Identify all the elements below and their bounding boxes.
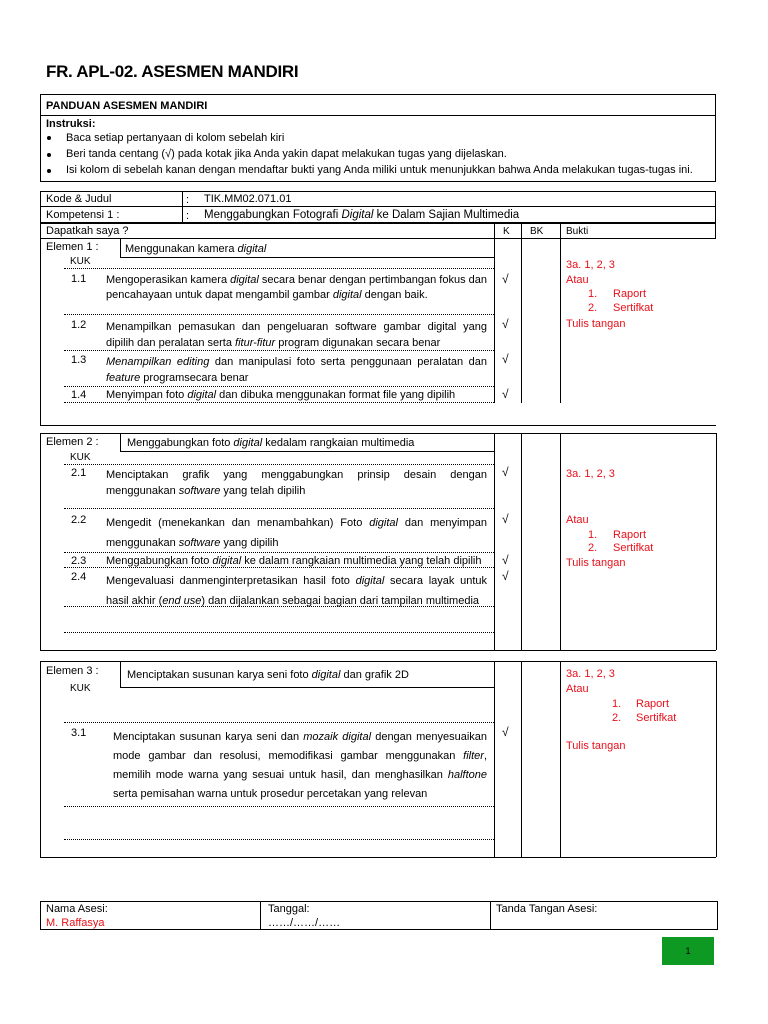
header-bk: BK xyxy=(530,226,544,237)
kuk-number: 1.4 xyxy=(71,389,87,401)
tanggal-value[interactable]: ……/……/…… xyxy=(268,917,341,929)
check-mark[interactable]: √ xyxy=(502,272,509,286)
bukti-atau: Atau xyxy=(566,274,589,286)
panduan-heading: PANDUAN ASESMEN MANDIRI xyxy=(46,100,208,112)
elemen1-label: Elemen 1 : xyxy=(46,241,99,253)
instruksi-item: Beri tanda centang (√) pada kotak jika Anda yakin dapat melakukan tugas yang dijelaskan. xyxy=(66,148,507,160)
bukti-item: Sertifkat xyxy=(636,712,677,724)
bullet-icon xyxy=(47,136,51,140)
kode-value: TIK.MM02.071.01 xyxy=(204,193,292,205)
bukti-item: Raport xyxy=(613,529,647,541)
bukti-number: 2. xyxy=(588,542,598,554)
kuk-text: Mengoperasikan kamera digital secara benar dengan pertimbangan fokus dan pencahayaan untuk dapat mengambil gambar digital dengan baik. xyxy=(106,274,487,301)
check-mark[interactable]: √ xyxy=(502,465,509,479)
kuk-number: 1.3 xyxy=(71,354,87,366)
bukti-item: Sertifkat xyxy=(613,542,654,554)
check-mark[interactable]: √ xyxy=(502,569,509,583)
kuk-text: Mengedit (menekankan dan menambahkan) Foto digital dan menyimpan menggunakan software yang dipilih xyxy=(106,517,487,549)
kuk-label: KUK xyxy=(70,256,91,267)
kuk-text: Menampilkan editing dan manipulasi foto serta penggunaan peralatan dan feature programsecara benar xyxy=(106,356,488,384)
elemen2-title: Menggabungkan foto digital kedalam rangkaian multimedia xyxy=(127,437,415,449)
check-mark[interactable]: √ xyxy=(502,352,509,366)
check-mark[interactable]: √ xyxy=(502,512,509,526)
kuk-number: 2.2 xyxy=(71,514,87,526)
elemen3-label: Elemen 3 : xyxy=(46,665,99,677)
tanda-tangan-label: Tanda Tangan Asesi: xyxy=(496,903,598,915)
kompetensi-colon: : xyxy=(186,210,190,222)
instruksi-item: Baca setiap pertanyaan di kolom sebelah kiri xyxy=(66,132,285,144)
tanggal-label: Tanggal: xyxy=(268,903,310,915)
kuk-text: Menggabungkan foto digital ke dalam rangkaian multimedia yang telah dipilih xyxy=(106,555,482,567)
instruksi-item: Isi kolom di sebelah kanan dengan mendaftar bukti yang Anda miliki untuk menunjukkan bahwa Anda melakukan tugas-tugas ini. xyxy=(66,164,693,176)
check-mark[interactable]: √ xyxy=(502,317,509,331)
nama-asesi-label: Nama Asesi: xyxy=(46,903,108,915)
bukti-atau: Atau xyxy=(566,514,589,526)
bukti-ref: 3a. 1, 2, 3 xyxy=(566,259,615,271)
kode-colon: : xyxy=(186,194,190,206)
instruksi-label: Instruksi: xyxy=(46,118,96,130)
bukti-item: Sertifkat xyxy=(613,302,654,314)
bullet-icon xyxy=(47,153,51,157)
bukti-number: 1. xyxy=(588,529,598,541)
check-mark[interactable]: √ xyxy=(502,725,509,739)
check-mark[interactable]: √ xyxy=(502,387,509,401)
table-header-row xyxy=(40,223,716,239)
elemen2-label: Elemen 2 : xyxy=(46,436,99,448)
header-question: Dapatkah saya ? xyxy=(46,225,129,237)
bukti-ref: 3a. 1, 2, 3 xyxy=(566,668,615,680)
kuk-text: Menyimpan foto digital dan dibuka menggunakan format file yang dipilih xyxy=(106,389,456,401)
kuk-text: Menciptakan grafik yang menggabungkan prinsip desain dengan menggunakan software yang telah dipilih xyxy=(106,469,487,497)
elemen3-title: Menciptakan susunan karya seni foto digital dan grafik 2D xyxy=(127,669,409,681)
nama-asesi-value[interactable]: M. Raffasya xyxy=(46,917,105,929)
bukti-tulis: Tulis tangan xyxy=(566,318,626,330)
kompetensi-label: Kompetensi 1 : xyxy=(46,209,120,221)
bukti-number: 1. xyxy=(612,698,622,710)
kuk-number: 1.2 xyxy=(71,319,87,331)
kuk-number: 2.4 xyxy=(71,571,87,583)
kuk-number: 3.1 xyxy=(71,727,87,739)
kuk-text: Menciptakan susunan karya seni dan mozaik digital dengan menyesuaikan mode gambar dan resolusi, memodifikasi gambar menggunakan filter, memilih mode warna yang sesuai untuk hasil, dan menghasilkan halftone serta pemisahan warna untuk prosedur percetakan yang relevan xyxy=(113,731,488,800)
bukti-item: Raport xyxy=(613,288,647,300)
bukti-tulis: Tulis tangan xyxy=(566,557,626,569)
bukti-ref: 3a. 1, 2, 3 xyxy=(566,468,615,480)
bukti-item: Raport xyxy=(636,698,670,710)
kuk-label: KUK xyxy=(70,683,91,694)
header-bukti: Bukti xyxy=(566,226,589,237)
bukti-atau: Atau xyxy=(566,683,589,695)
kuk-number: 1.1 xyxy=(71,273,87,285)
bukti-tulis: Tulis tangan xyxy=(566,740,626,752)
document-title: FR. APL-02. ASESMEN MANDIRI xyxy=(46,62,299,81)
bullet-icon xyxy=(47,169,51,173)
elemen1-title: Menggunakan kamera digital xyxy=(125,243,267,255)
bukti-number: 2. xyxy=(612,712,622,724)
kuk-number: 2.1 xyxy=(71,467,87,479)
page-number: 1 xyxy=(662,937,714,965)
bukti-number: 2. xyxy=(588,302,598,314)
bukti-number: 1. xyxy=(588,288,598,300)
header-k: K xyxy=(503,226,510,237)
signature-box xyxy=(40,901,718,930)
kode-label: Kode & Judul xyxy=(46,193,112,205)
kuk-label: KUK xyxy=(70,452,91,463)
check-mark[interactable]: √ xyxy=(502,553,509,567)
kuk-text: Menampilkan pemasukan dan pengeluaran software gambar digital yang dipilih dan peralatan serta fitur-fitur program digunakan secara benar xyxy=(106,321,487,349)
kuk-number: 2.3 xyxy=(71,555,87,567)
kompetensi-value: Menggabungkan Fotografi Digital ke Dalam Sajian Multimedia xyxy=(204,209,520,221)
kuk-text: Mengevaluasi danmenginterpretasikan hasil foto digital secara layak untuk hasil akhir (end use) dan dijalankan sebagai bagian dari tampilan multimedia xyxy=(106,575,487,607)
